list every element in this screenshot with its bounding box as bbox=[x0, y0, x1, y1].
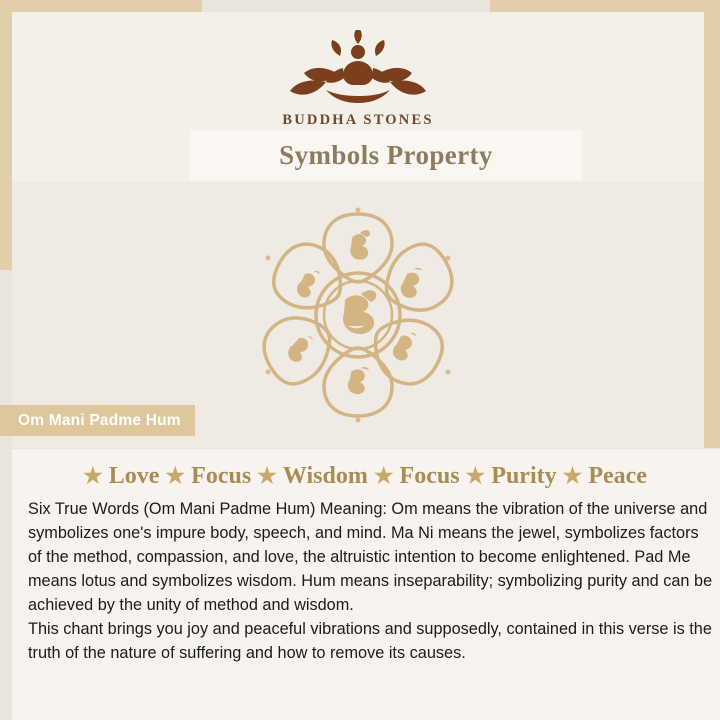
star-icon: ★ bbox=[562, 462, 583, 488]
brand-name: BUDDHA STONES bbox=[282, 112, 434, 128]
frame-band-top-left bbox=[0, 0, 202, 12]
description-panel bbox=[12, 449, 720, 720]
star-icon: ★ bbox=[373, 462, 394, 488]
star-icon: ★ bbox=[257, 462, 277, 488]
frame-band-left bbox=[0, 0, 12, 270]
virtue-wisdom: Wisdom bbox=[282, 463, 368, 489]
star-icon: ★ bbox=[465, 462, 486, 488]
lotus-meditation-icon bbox=[278, 30, 438, 108]
frame-band-right bbox=[704, 0, 720, 448]
virtue-love: Love bbox=[108, 463, 160, 489]
mandala-caption-text: Om Mani Padme Hum bbox=[18, 411, 181, 429]
virtue-focus-2: Focus bbox=[399, 463, 460, 489]
brand-logo bbox=[12, 30, 704, 129]
virtue-peace: Peace bbox=[588, 463, 647, 489]
description-paragraph-1: Six True Words (Om Mani Padme Hum) Meaning: Om means the vibration of the universe and symbolizes one's impure body, speech, and mind. Ma Ni means the jewel, symbolizes factors of the method, compassion, and love, the altruistic intention to become enlightened. Pad Me means lotus and symbolizes wisdom. Hum means inseparability; symbolizing purity and can be achieved by the unity of method and wisdom. bbox=[28, 500, 713, 614]
star-icon: ★ bbox=[83, 462, 103, 488]
star-icon: ★ bbox=[165, 462, 186, 488]
frame-band-top-right bbox=[490, 0, 720, 12]
virtue-focus-1: Focus bbox=[191, 463, 252, 489]
page-title-text: Symbols Property bbox=[279, 139, 493, 170]
description-text bbox=[12, 498, 720, 666]
page-title bbox=[190, 130, 582, 180]
om-mani-padme-hum-mandala-icon bbox=[233, 200, 483, 430]
description-paragraph-2: This chant brings you joy and peaceful vibrations and supposedly, contained in this verse is the truth of the nature of suffering and how to remove its causes. bbox=[28, 619, 712, 662]
mandala-caption-ribbon bbox=[0, 405, 195, 436]
virtues-list bbox=[12, 449, 720, 490]
virtue-purity: Purity bbox=[491, 463, 557, 489]
